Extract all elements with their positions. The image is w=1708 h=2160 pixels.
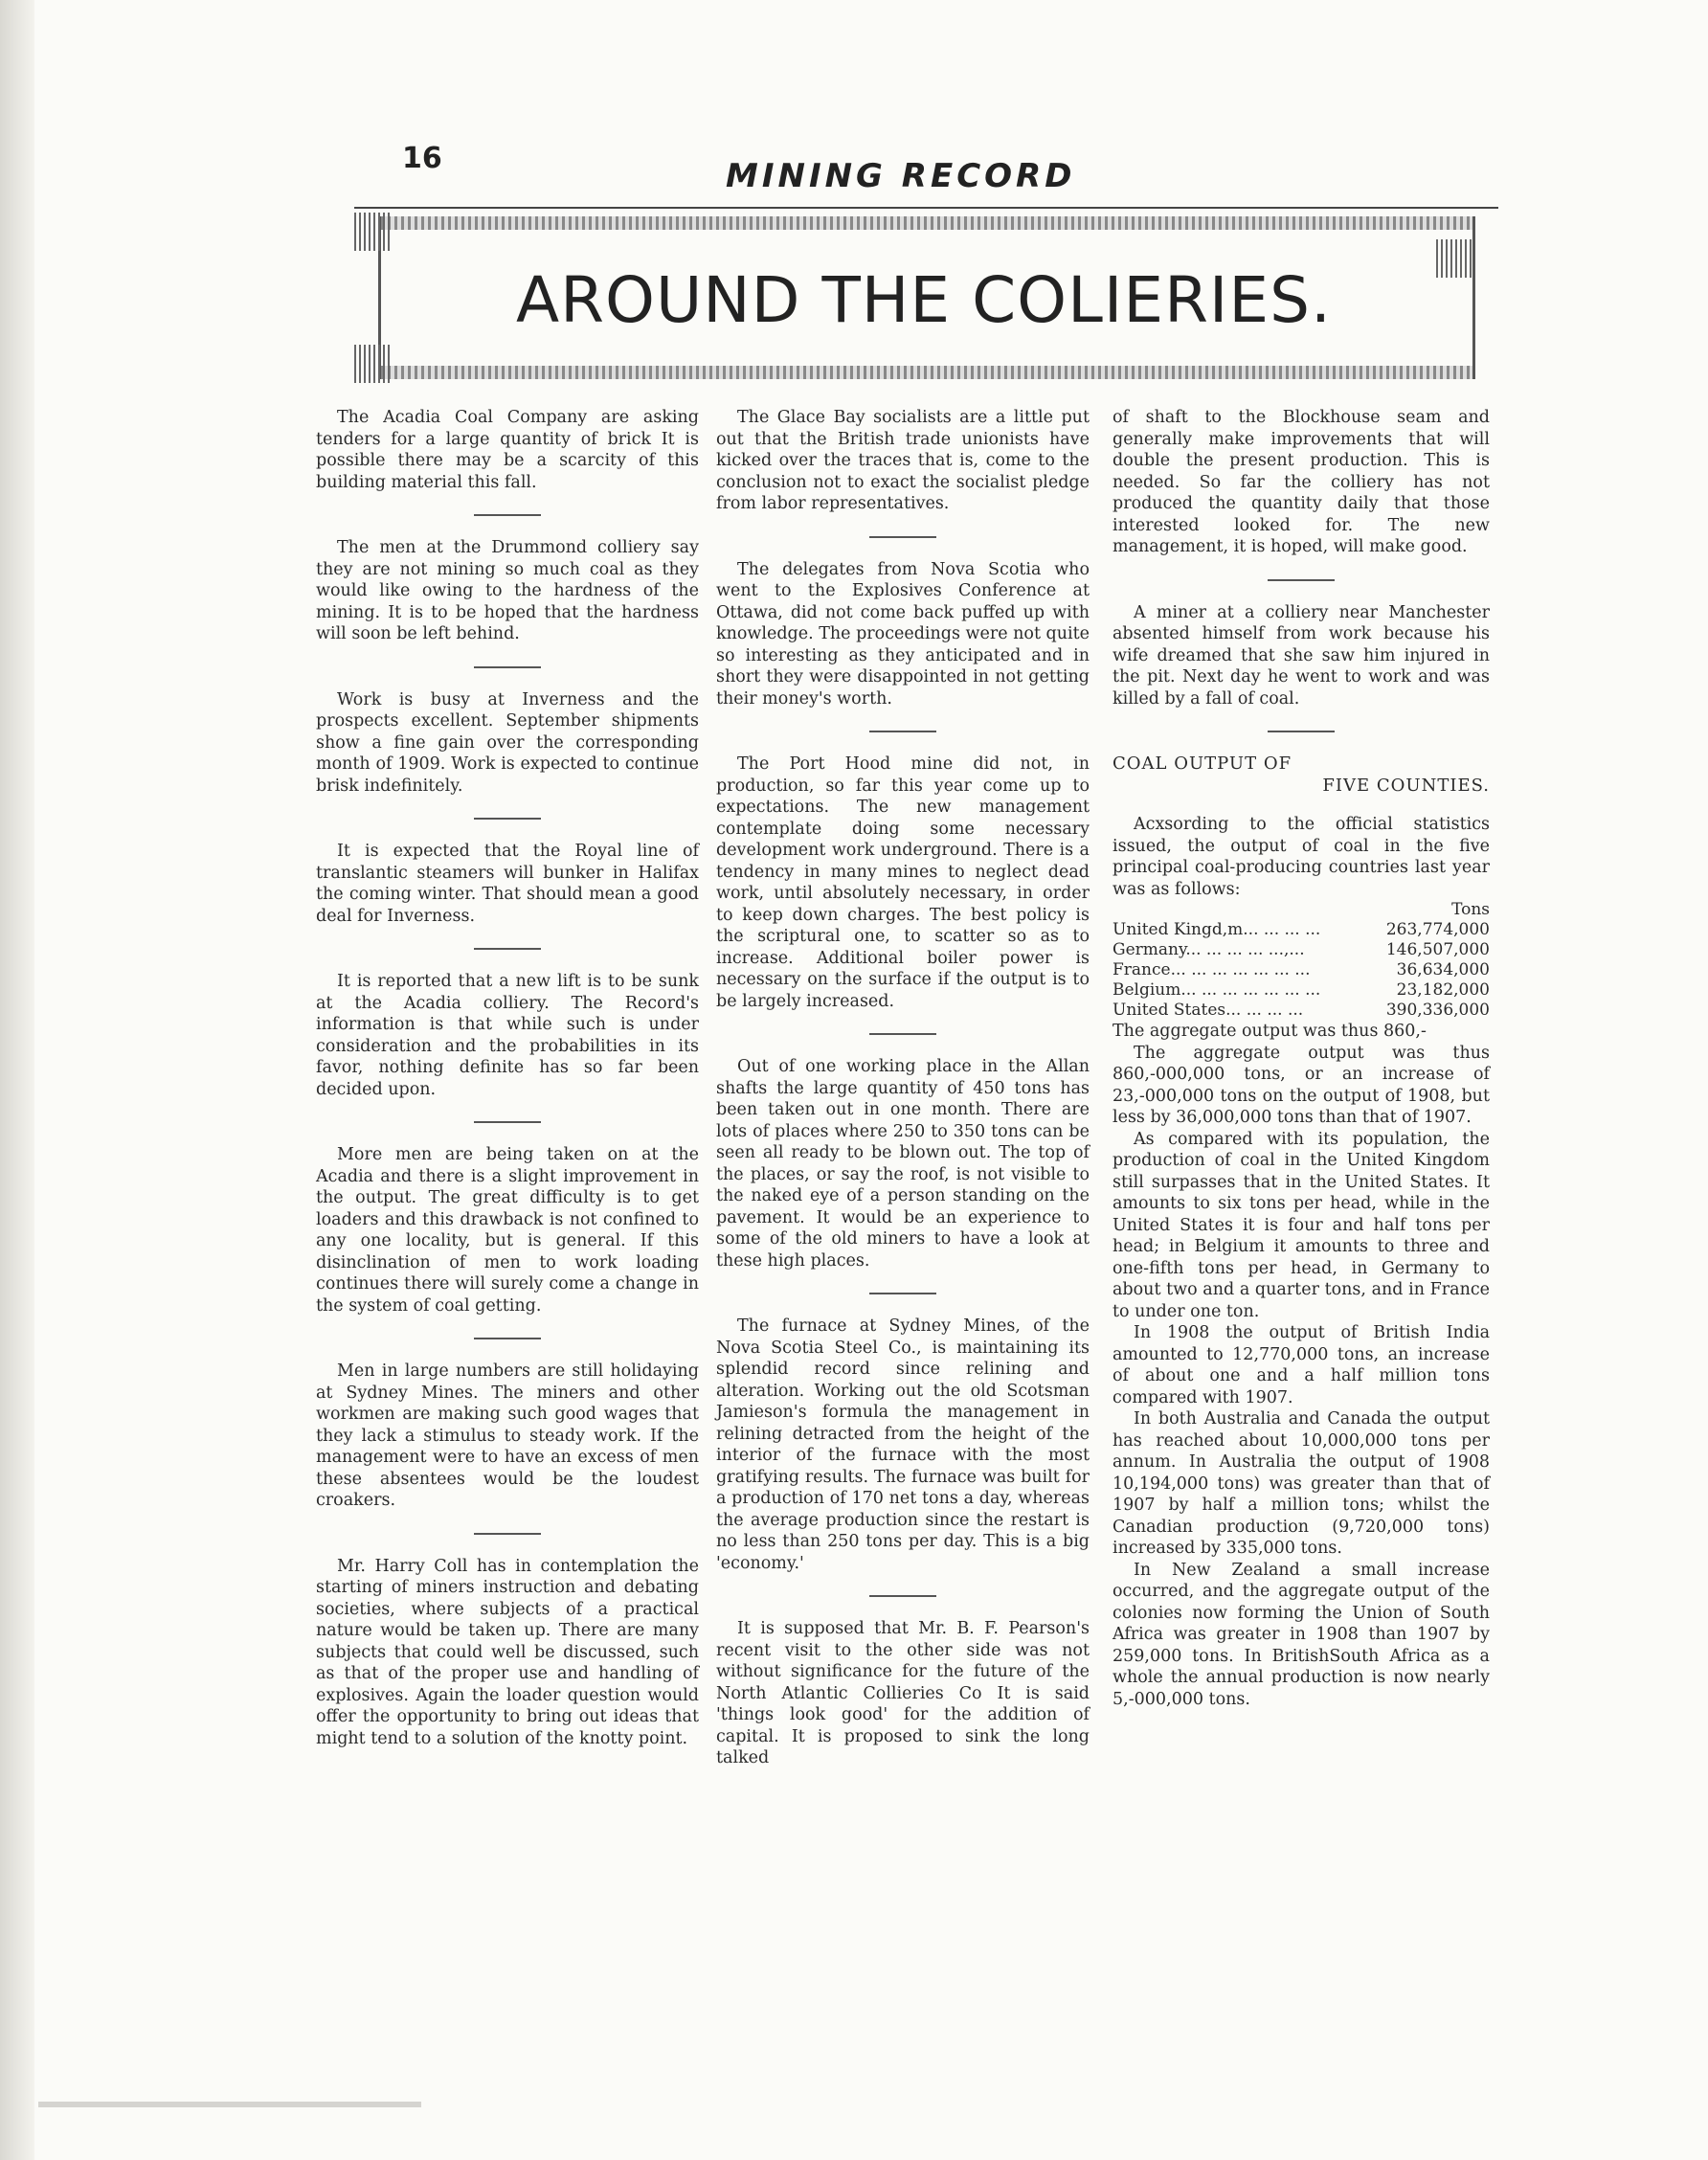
tons-cell: 146,507,000 [1385, 940, 1490, 959]
news-item: Men in large numbers are still holidaying at Sydney Mines. The miners and other workmen are making such good wages that they lack a stimulus to steady work. If the management were to have an excess of men these absentees would be the loudest croakers. [316, 1361, 699, 1510]
news-item: The Acadia Coal Company are asking tenders for a large quantity of brick It is possible there may be a scarcity of this building material this fall. [316, 408, 699, 492]
separator [1268, 579, 1335, 581]
country-cell: Belgium... ... ... ... ... ... ... [1112, 980, 1321, 1000]
frame-band-bottom [381, 366, 1472, 379]
section-intro: Acxsording to the official statistics issued, the output of coal in the five principal coal-producing countries last year was as follows: [1112, 815, 1490, 899]
table-row [1112, 980, 1490, 1001]
section-heading: FIVE COUNTIES. [1322, 775, 1490, 796]
news-item: It is expected that the Royal line of translantic steamers will bunker in Halifax the coming winter. That should mean a good deal for Inverness. [316, 842, 699, 926]
column-1 [316, 407, 699, 1770]
news-item: It is reported that a new lift is to be sunk at the Acadia colliery. The Record's information is that while such is under consideration and the probabilities in its favor, nothing definite has so far been decided upon. [316, 972, 699, 1099]
scan-artifact [38, 2102, 421, 2107]
country-cell: United Kingd,m... ... ... ... [1112, 920, 1321, 939]
masthead: MINING RECORD [726, 157, 1076, 195]
news-item: It is supposed that Mr. B. F. Pearson's recent visit to the other side was not without significance for the future of the North Atlantic Collieries Co It is said 'things look good' for the addition of capital. It is proposed to sink the long talked [716, 1619, 1090, 1767]
separator [474, 818, 541, 820]
column-2 [716, 407, 1090, 1790]
news-item: In New Zealand a small increase occurred, and the aggregate output of the colonies now forming the Union of South Africa was greater in 1908 than 1907 by 259,000 tons. In BritishSouth Africa as a whole the annual production is now nearly 5,-000,000 tons. [1112, 1560, 1490, 1709]
frame-band-top [381, 216, 1472, 230]
separator [474, 514, 541, 516]
page-number: 16 [402, 142, 442, 175]
news-item: In both Australia and Canada the output has reached about 10,000,000 tons per annum. In Australia the output of 1908 10,194,000 tons) was greater than that of 1907 by half a million tons; whilst the Canadian production (9,720,000 tons) increased by 335,000 tons. [1112, 1409, 1490, 1558]
tons-cell: 36,634,000 [1396, 960, 1490, 979]
corner-ornament [354, 213, 393, 251]
news-item: The delegates from Nova Scotia who went to the Explosives Conference at Ottawa, did not come back puffed up with knowledge. The proceedings were not quite so interesting as they anticipated and in short they were disappointed in not getting their money's worth. [716, 559, 1090, 709]
news-item: The men at the Drummond colliery say they are not mining so much coal as they would like owing to the hardness of the mining. It is to be hoped that the hardness will soon be left behind. [316, 538, 699, 643]
tons-cell: 390,336,000 [1385, 1001, 1490, 1020]
news-item: The Port Hood mine did not, in production, so far this year come up to expectations. The new management contemplate doing some necessary development work underground. There is a tendency in many mines to neglect dead work, until absolutely necessary, in order to keep down charges. The best policy is the scriptural one, to scatter so as to increase. Additional boiler power is necessary on the surface if the output is to be largely increased. [716, 754, 1090, 1011]
news-item: More men are being taken on at the Acadia and there is a slight improvement in the output. The great difficulty is to get loaders and this drawback is not confined to any one locality, but is general. If this disinclination of men to work loading continues there will surely come a change in the system of coal getting. [316, 1145, 699, 1316]
table-row [1112, 940, 1490, 960]
header-rule [354, 207, 1498, 209]
news-item: Out of one working place in the Allan shafts the large quantity of 450 tons has been taken out in one month. There are lots of places where 250 to 350 tons can be seen all ready to be blown out. The top of the places, or say the roof, is not visible to the naked eye of a person standing on the pavement. It would be an experience to some of the old miners to have a look at these high places. [716, 1057, 1090, 1271]
news-item: A miner at a colliery near Manchester absented himself from work because his wife dreamed that she saw him injured in the pit. Next day he went to work and was killed by a fall of coal. [1112, 602, 1490, 709]
separator [869, 536, 936, 538]
news-item: The furnace at Sydney Mines, of the Nova Scotia Steel Co., is maintaining its splendid record since relining and alteration. Working out the old Scotsman Jamieson's formula the management in relining detracted from the height of the interior of the furnace with the most gratifying results. The furnace was built for a production of 170 net tons a day, whereas the average production since the restart is no less than 250 tons per day. This is a big 'economy.' [716, 1316, 1090, 1573]
headline: AROUND THE COLIERIES. [516, 263, 1332, 337]
table-row [1112, 1001, 1490, 1021]
separator [869, 1293, 936, 1294]
column-3 [1112, 407, 1490, 1710]
news-item: In 1908 the output of British India amounted to 12,770,000 tons, an increase of about one and a half million tons compared with 1907. [1112, 1323, 1490, 1407]
news-item: The Glace Bay socialists are a little put out that the British trade unionists have kicked over the traces that is, come to the conclusion not to exact the socialist pledge from labor representatives. [716, 408, 1090, 513]
tons-cell: 263,774,000 [1385, 920, 1490, 939]
separator [474, 1121, 541, 1123]
section-heading: COAL OUTPUT OF [1112, 754, 1292, 774]
separator [474, 1338, 541, 1339]
separator [474, 1533, 541, 1535]
news-item: As compared with its population, the production of coal in the United Kingdom still surpasses that in the United States. It amounts to six tons per head, while in the United States it is four and half tons per head; in Belgium it amounts to three and one-fifth tons per head, in Germany to about two and a quarter tons, and in France to under one ton. [1112, 1129, 1490, 1321]
separator [1268, 731, 1335, 732]
news-item: of shaft to the Blockhouse seam and generally make improvements that will double the present production. This is needed. So far the colliery has not produced the quantity daily that those interested looked for. The new management, it is hoped, will make good. [1112, 408, 1490, 556]
table-row [1112, 960, 1490, 980]
table-unit-header: Tons [1451, 900, 1490, 919]
separator [474, 666, 541, 668]
coal-output-table [1112, 900, 1490, 1021]
separator [474, 948, 541, 950]
country-cell: Germany... ... ... ... ...,... [1112, 940, 1305, 959]
table-row [1112, 920, 1490, 940]
country-cell: United States... ... ... ... [1112, 1001, 1304, 1020]
country-cell: France... ... ... ... ... ... ... [1112, 960, 1311, 979]
separator [869, 1595, 936, 1597]
news-item: The aggregate output was thus 860,-000,000 tons, or an increase of 23,-000,000 tons on the output of 1908, but less by 36,000,000 tons than that of 1907. [1112, 1043, 1490, 1127]
tons-cell: 23,182,000 [1396, 980, 1490, 1000]
corner-ornament [354, 345, 393, 383]
separator [869, 731, 936, 732]
news-item: Mr. Harry Coll has in contemplation the starting of miners instruction and debating societies, where subjects of a practical nature would be taken up. There are many subjects that could well be discussed, such as that of the proper use and handling of explosives. Again the loader question would offer the opportunity to bring out ideas that might tend to a solution of the knotty point. [316, 1556, 699, 1748]
scan-edge [0, 0, 34, 2160]
news-item: Work is busy at Inverness and the prospects excellent. September shipments show a fine gain over the corresponding month of 1909. Work is expected to continue brisk indefinitely. [316, 689, 699, 796]
separator [869, 1033, 936, 1035]
aggregate-line: The aggregate output was thus 860,- [1112, 1022, 1427, 1041]
